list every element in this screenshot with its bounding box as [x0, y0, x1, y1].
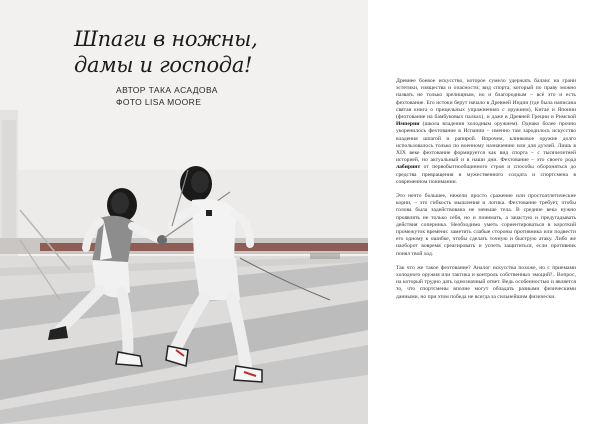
bold-term: лабиринт — [396, 164, 421, 171]
author-credit: АВТОР ТАКА АСАДОВА — [116, 85, 218, 95]
paragraph-1: Древнее боевое искусство, которое сумело удержать баланс на грани эстетики, изящества и опасности; вид спорта, который по праву можно назвать не только зрелищным, но и благородным – всё это и есть фехтование. Его истоки берут начало в Древней Индии (где была написана святая книга о прицельных упражнениях с оружием), Китае и Японии (фехтование на бамбуковых палках), и даже в Древней Греции и Римской Империи (школа владения холодным оружием). Однако более прочно укоренилось фехтование в Испании – именно там зародилось искусство владения шпагой и рапирой. Впрочем, клинковое оружие долго использовалось только по военному назначению или для дуэлей. Лишь в XIX веке фехтование формируется как вид спорта – с тысячелетней историей, но актуальный и в наши дни. Фехтование – это своего рода лабиринт от первобытнообщинного строя и способы обороняться до средства превращения в мужественного солдата и спортсмена в современном понимании. — [396, 78, 576, 185]
title-line-1: Шпаги в ножны, — [74, 27, 258, 51]
photo-credit: ФОТО LISA MOORE — [116, 97, 202, 107]
paragraph-2: Это нечто большее, нежели просто сражение или простоатлетические корни, – это гибкость мышления и логика. Фехтование требует, чтобы голова была задействована не меньше тела. В средние века нужно проявлять не только себя, но и понимать, а зачастую и предугадывать действия соперника. Необходимо уметь сориентироваться в короткий промежуток времени: заметить слабые стороны противника или подвести его одному к ошибке, чтобы сделать точную и быструю атаку. Либо же наоборот вовремя среагировать и успеть защититься, если противник понял твой ход. — [396, 193, 576, 257]
credits — [116, 84, 256, 108]
bold-term: Империи — [396, 121, 420, 128]
title-line-2: дамы и господа! — [74, 53, 253, 77]
page-title — [74, 26, 294, 78]
paragraph-3: Так что же такое фехтование? Аналог искусства похоже, но с приемами холодного оружия или тактика и контроль собственных эмоций?.. Вопрос, на который трудно дать однозначный ответ. Ведь особенностью и является то, что спортсмены вполне могут обладать разными физическими данными, но при этом победа не всегда за сильнейшим физически. — [396, 264, 576, 300]
article-body — [396, 78, 576, 301]
